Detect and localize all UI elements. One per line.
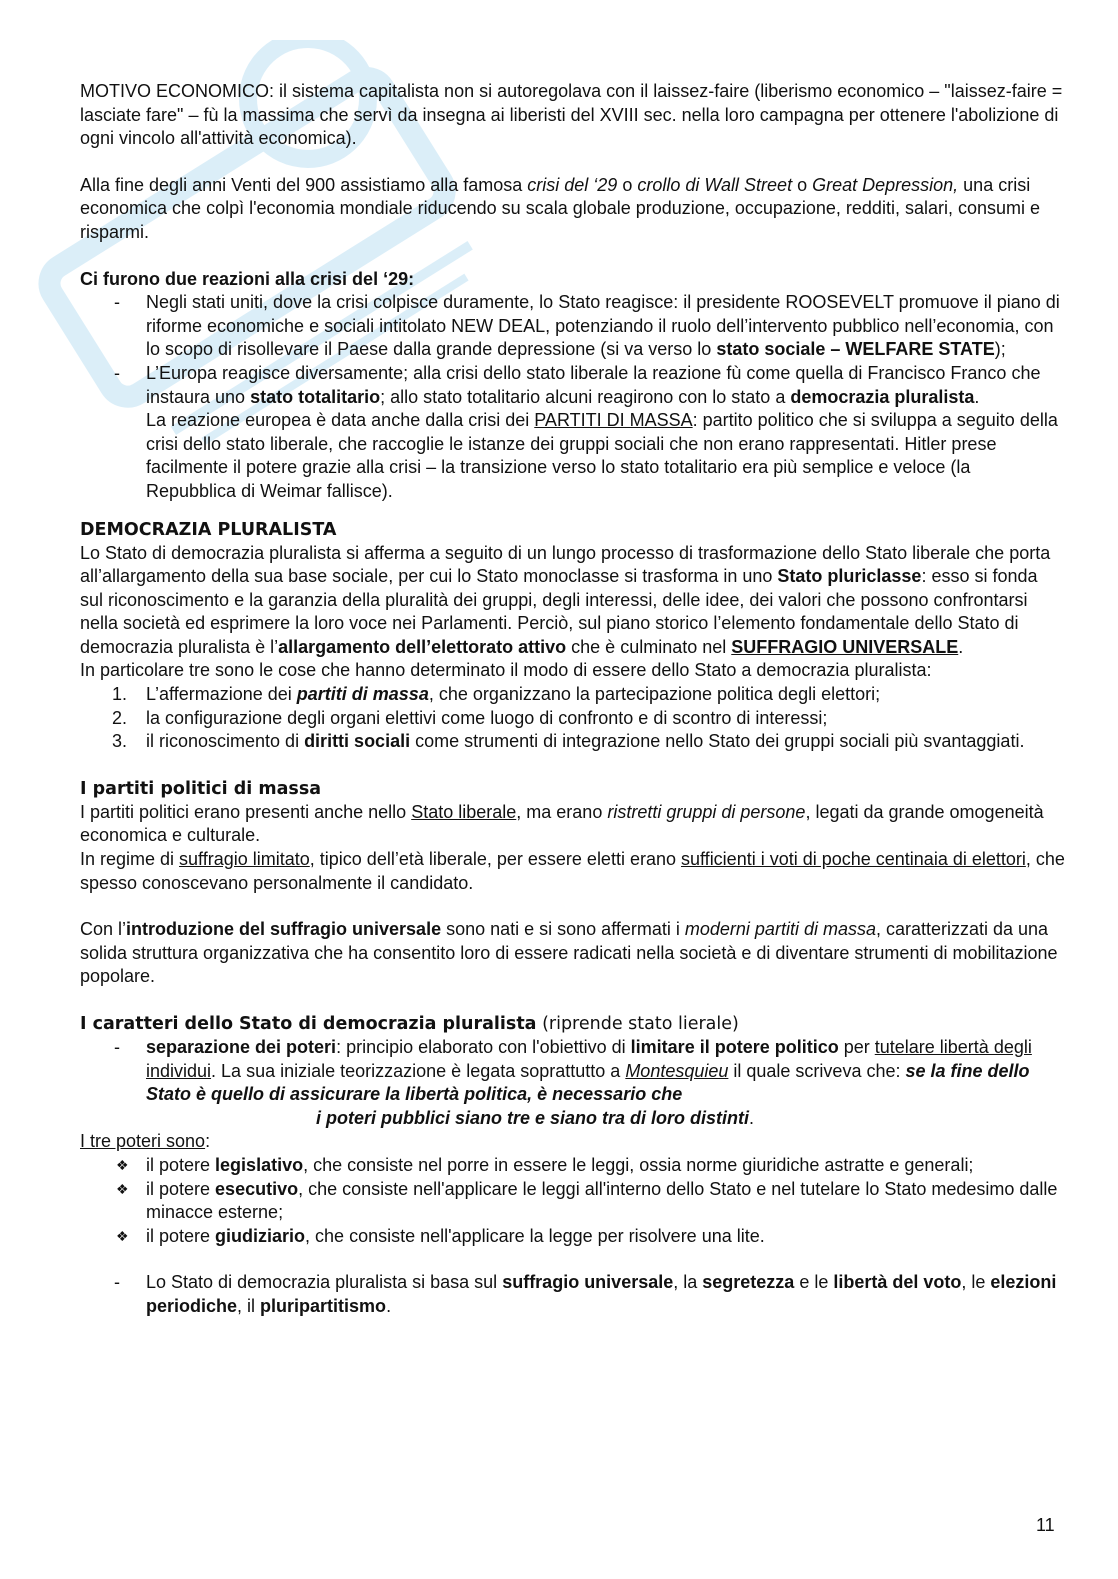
list-item: ❖ il potere esecutivo, che consiste nell'applicare le leggi all'interno dello Stato e nel tutelare lo Stato medesimo dalle minacce esterne;	[116, 1178, 1058, 1223]
partiti-paragraph-1: I partiti politici erano presenti anche nello Stato liberale, ma erano ristretti gruppi di persone, legati da grande omogeneità economica e culturale. In regime di suffragio limitato, tipico dell’età liberale, per essere eletti erano sufficienti i voti di poche centinaia di elettori, che spesso conoscevano personalmente il candidato.	[80, 801, 1065, 893]
democrazia-paragraph: Lo Stato di democrazia pluralista si afferma a seguito di un lungo processo di trasformazione dello Stato liberale che porta all’allargamento della sua base sociale, per cui lo Stato monoclasse si trasforma in uno Stato pluriclasse: esso si fonda sul riconoscimento e la garanzia della pluralità dei gruppi, degli interessi, delle idee, dei valori che possono confrontarsi nella società ed esprimere la loro voce nei Parlamenti. Perciò, sul piano storico l’elemento fondamentale dello Stato di democrazia pluralista è l’allargamento dell’elettorato attivo che è culminato nel SUFFRAGIO UNIVERSALE. In particolare tre sono le cose che hanno determinato il modo di essere dello Stato a democrazia pluralista:	[80, 542, 1051, 681]
caratteri-heading: I caratteri dello Stato di democrazia pluralista (riprende stato lierale)	[80, 1014, 739, 1034]
suffragio-list	[80, 1271, 1065, 1318]
list-item: 1. L’affermazione dei partiti di massa, che organizzano la partecipazione politica degli elettori;	[112, 684, 881, 705]
list-item: - Lo Stato di democrazia pluralista si basa sul suffragio universale, la segretezza e le libertà del voto, le elezioni periodiche, il pluripartitismo.	[114, 1272, 1057, 1316]
reazioni-list	[80, 291, 1065, 503]
crisi-paragraph: Alla fine degli anni Venti del 900 assistiamo alla famosa crisi del ‘29 o crollo di Wall Street o Great Depression, una crisi economica che colpì l'economia mondiale riducendo su scala globale produzione, occupazione, redditi, salari, consumi e risparmi.	[80, 174, 1040, 242]
list-item: - Negli stati uniti, dove la crisi colpisce duramente, lo Stato reagisce: il presidente ROOSEVELT promuove il piano di riforme economiche e sociali intitolato NEW DEAL, potenziando il ruolo dell’intervento pubblico nell’economia, con lo scopo di risollevare il Paese dalla grande depressione (si va verso lo stato sociale – WELFARE STATE);	[114, 292, 1060, 360]
reazioni-title: Ci furono due reazioni alla crisi del ‘29:	[80, 268, 415, 289]
democrazia-heading: DEMOCRAZIA PLURALISTA	[80, 519, 337, 540]
list-item: - L’Europa reagisce diversamente; alla crisi dello stato liberale la reazione fù come quella di Francisco Franco che instaura uno stato totalitario; allo stato totalitario alcuni reagirono con lo stato a democrazia pluralista. La reazione europea è data anche dalla crisi dei PARTITI DI MASSA: partito politico che si sviluppa a seguito della crisi dello stato liberale, che raccoglie le istanze dei gruppi sociali che non erano rappresentati. Hitler prese facilmente il potere grazie alla crisi – la transizione verso lo stato totalitario era più semplice e veloce (la Repubblica di Weimar fallisce).	[114, 362, 1058, 501]
list-item: ❖ il potere legislativo, che consiste nel porre in essere le leggi, ossia norme giuridiche astratte e generali;	[80, 1154, 1065, 1178]
diamond-bullet-icon: ❖	[116, 1227, 129, 1244]
caratteri-list	[80, 1036, 1065, 1130]
tre-poteri-label: I tre poteri sono:	[80, 1131, 211, 1152]
list-item: ❖ il potere giudiziario, che consiste nell'applicare la legge per risolvere una lite.	[80, 1225, 1065, 1249]
page-number: 11	[1036, 1515, 1055, 1535]
democrazia-list	[80, 683, 1065, 754]
partiti-paragraph-2: Con l’introduzione del suffragio universale sono nati e si sono affermati i moderni partiti di massa, caratterizzati da una solida struttura organizzativa che ha consentito loro di essere radicati nella società e di diventare strumenti di mobilitazione popolare.	[80, 919, 1058, 987]
page-content	[80, 80, 1065, 1319]
poteri-list	[80, 1154, 1065, 1248]
list-item: 3. il riconoscimento di diritti sociali come strumenti di integrazione nello Stato dei gruppi sociali più svantaggiati.	[112, 731, 1025, 752]
list-item: 2. la configurazione degli organi elettivi come luogo di confronto e di scontro di interessi;	[112, 707, 828, 728]
list-item: - separazione dei poteri: principio elaborato con l'obiettivo di limitare il potere politico per tutelare libertà degli individui. La sua iniziale teorizzazione è legata soprattutto a Montesquieu il quale scriveva che: se la fine dello Stato è quello di assicurare la libertà politica, è necessario che i poteri pubblici siano tre e siano tra di loro distinti.	[114, 1037, 1032, 1128]
diamond-bullet-icon: ❖	[116, 1180, 129, 1197]
partiti-heading: I partiti politici di massa	[80, 778, 322, 799]
motivo-paragraph: MOTIVO ECONOMICO: il sistema capitalista non si autoregolava con il laissez-faire (liberismo economico – "laissez-faire = lasciate fare" – fù la massima che servì da insegna ai liberisti del XVIII sec. nella loro campagna per ottenere l'abolizione di ogni vincolo all'attività economica).	[80, 81, 1063, 149]
diamond-bullet-icon: ❖	[116, 1156, 129, 1173]
